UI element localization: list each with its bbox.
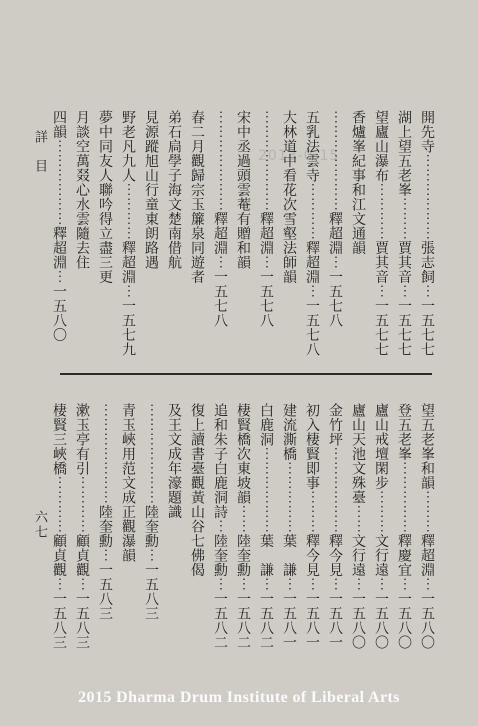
toc-entry-top: 四韻⋯⋯⋯⋯⋯⋯釋超淵⋯一五八〇 <box>51 110 67 342</box>
toc-entry-top: 開先寺⋯⋯⋯⋯⋯⋯張志飼⋯一五七七 <box>419 110 435 357</box>
toc-entry-bottom: ⋯⋯⋯⋯⋯⋯⋯陸奎勳⋯一五八三 <box>97 403 113 621</box>
toc-entry-bottom: 青玉峽用范文成正觀瀑韻 <box>120 403 136 563</box>
toc-entry-bottom: ⋯⋯⋯⋯⋯⋯⋯陸奎勳⋯一五八三 <box>143 403 159 621</box>
toc-entry-top: 野老凡九人⋯⋯⋯⋯釋超淵⋯一五七九 <box>120 110 136 357</box>
toc-entry-top: 望廬山瀑布⋯⋯⋯⋯賈其音⋯一五七七 <box>373 110 389 357</box>
toc-entry-top: 大林道中看花次雪壑法師韻 <box>281 110 297 284</box>
toc-entry-top: 湖上望五老峯⋯⋯⋯賈其音⋯一五七七 <box>396 110 412 357</box>
toc-entry-bottom: 金竹坪⋯⋯⋯⋯⋯⋯釋今見⋯一五八一 <box>327 403 343 650</box>
toc-entry-bottom: 白鹿洞⋯⋯⋯⋯⋯⋯葉 謙⋯一五八二 <box>258 403 274 650</box>
toc-entry-top: 五乳法雲寺⋯⋯⋯⋯釋超淵⋯一五七八 <box>304 110 320 357</box>
toc-entry-bottom: 廬山天池文殊臺⋯⋯文行遠⋯一五八〇 <box>350 403 366 650</box>
toc-entry-bottom: 棲賢橋次東坡韻⋯⋯陸奎勳⋯一五八二 <box>235 403 251 650</box>
toc-entry-top: ⋯⋯⋯⋯⋯⋯⋯釋超淵⋯一五七八 <box>258 110 274 328</box>
page-number: 六七 <box>32 510 47 540</box>
toc-entry-top: ⋯⋯⋯⋯⋯⋯⋯釋超淵⋯一五七八 <box>327 110 343 328</box>
toc-entry-top: 弟石扃學子海文楚南借航 <box>166 110 182 270</box>
toc-entry-bottom: 追和朱子白鹿洞詩⋯陸奎勳⋯一五八二 <box>212 403 228 650</box>
footer-watermark: 2015 Dharma Drum Institute of Liberal Arts <box>78 689 400 706</box>
toc-entry-top: 香爐峯紀事和江文通韻 <box>350 110 366 255</box>
toc-entry-bottom: 及王文成年濠題識 <box>166 403 182 519</box>
toc-entry-top: 夢中同友人聯吟得立盡三更 <box>97 110 113 284</box>
toc-entry-top: ⋯⋯⋯⋯⋯⋯⋯釋超淵⋯一五七八 <box>212 110 228 328</box>
toc-entry-bottom: 漱玉亭有引⋯⋯⋯⋯顧貞觀⋯一五八三 <box>74 403 90 650</box>
toc-entry-bottom: 廬山戒壇閑步⋯⋯⋯文行遠⋯一五八〇 <box>373 403 389 650</box>
toc-entry-bottom: 棲賢三峽橋⋯⋯⋯⋯顧貞觀⋯一五八三 <box>51 403 67 650</box>
toc-entry-bottom: 建流澌橋⋯⋯⋯⋯⋯葉 謙⋯一五八一 <box>281 403 297 650</box>
toc-entry-top: 見源蹤旭山行童東朗路遇 <box>143 110 159 270</box>
toc-entry-bottom: 望五老峯和韻⋯⋯⋯釋超淵⋯一五八〇 <box>419 403 435 650</box>
toc-entry-bottom: 登五老峯⋯⋯⋯⋯⋯釋慶宜⋯一五八〇 <box>396 403 412 650</box>
toc-entry-top: 宋中丞過頭雲菴有贈和韻 <box>235 110 251 270</box>
section-header-label: 詳目 <box>32 130 47 188</box>
toc-entry-top: 春二月觀歸宗玉簾泉同遊者 <box>189 110 205 284</box>
toc-entry-bottom: 復上讀書臺觀黃山谷七佛偈 <box>189 403 205 577</box>
toc-entry-bottom: 初入棲賢即事⋯⋯⋯釋今見⋯一五八一 <box>304 403 320 650</box>
date-stamp: 2013-0-15 <box>258 148 340 164</box>
divider-rule <box>60 373 432 375</box>
toc-entry-top: 月談空萬叕心水雲隨去住 <box>74 110 90 270</box>
